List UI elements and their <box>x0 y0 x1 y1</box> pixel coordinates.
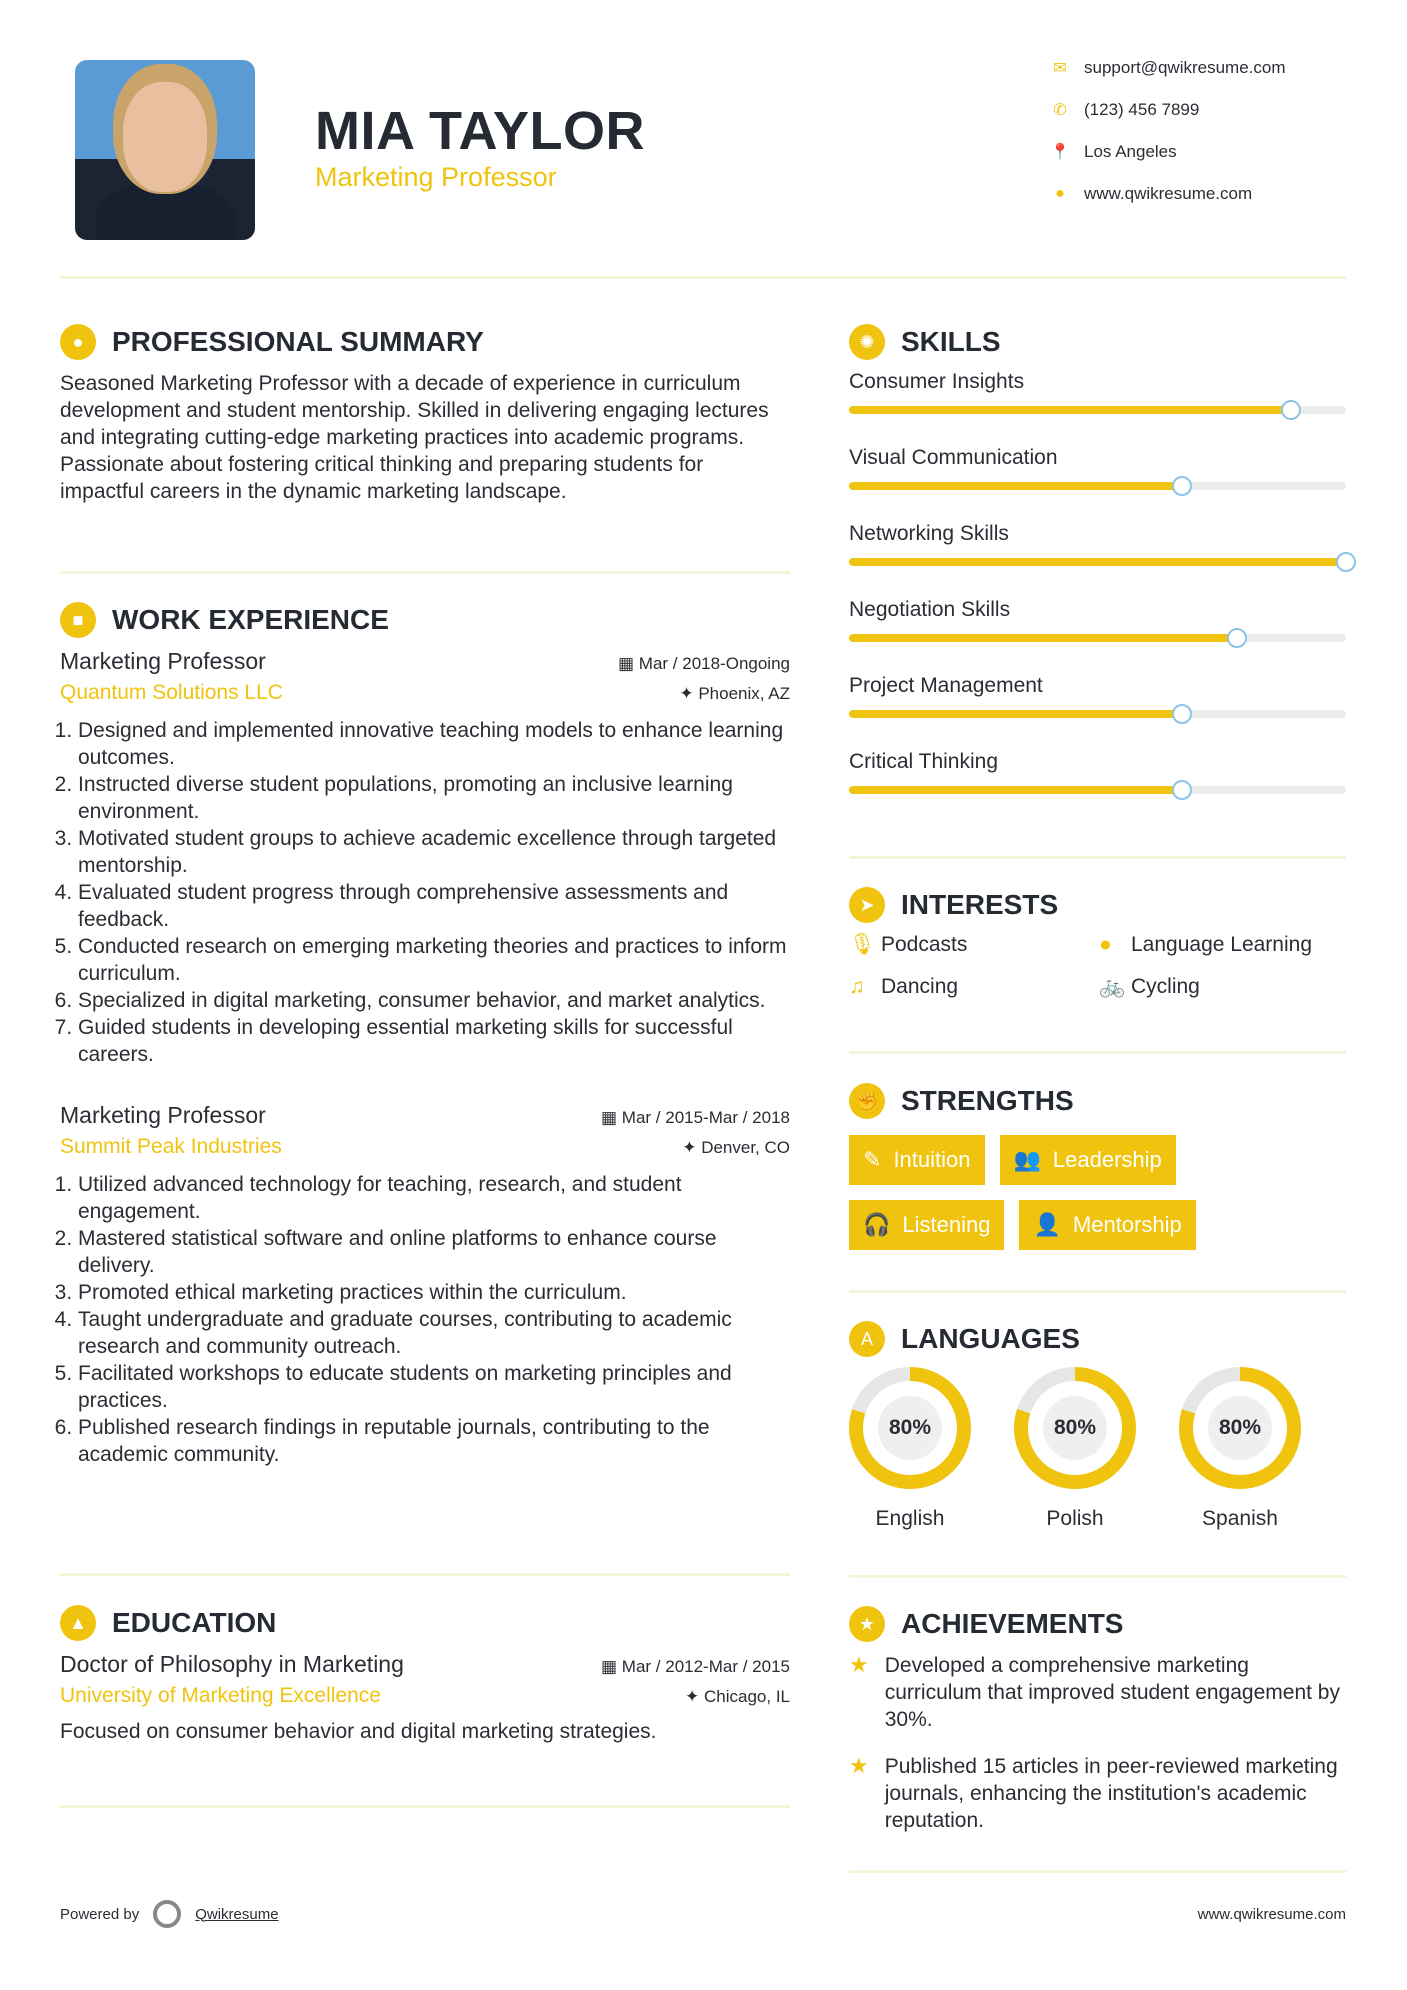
divider <box>849 1870 1346 1873</box>
interest-item <box>849 975 1099 999</box>
language-percent: 80% <box>1208 1396 1272 1460</box>
interest-label: Cycling <box>1131 975 1200 998</box>
section-title: INTERESTS <box>901 889 1059 920</box>
section-title: WORK EXPERIENCE <box>112 604 389 635</box>
location-text: Phoenix, AZ <box>698 684 790 703</box>
achievement-text: Published 15 articles in peer-reviewed marketing journals, enhancing the institution's academic reputation. <box>884 1755 1338 1832</box>
user-icon: ● <box>60 324 96 360</box>
language-donut <box>1179 1367 1301 1489</box>
list-item: 1. Utilized advanced technology for teaching, research, and student engagement. <box>78 1171 790 1225</box>
company-name: Summit Peak Industries <box>60 1135 282 1158</box>
list-item: 7. Guided students in developing essential marketing skills for successful careers. <box>78 1014 790 1068</box>
job-entry <box>60 1102 790 1468</box>
interest-label: Language Learning <box>1131 933 1313 956</box>
headphones-icon: 🎧 <box>863 1212 891 1237</box>
work-section <box>60 600 790 1502</box>
contact-text[interactable]: www.qwikresume.com <box>1084 184 1253 203</box>
qwikresume-logo-icon <box>153 1900 181 1928</box>
summary-text: Seasoned Marketing Professor with a decade of experience in curriculum development and student mentorship. Skilled in delivering engaging lectures and integrating cutting-edge marketing practices into academic programs. Passionate about fostering critical thinking and preparing students for impactful careers in the dynamic marketing landscape. <box>60 372 769 503</box>
header-divider <box>60 276 1346 279</box>
achievement-item <box>849 1753 1346 1834</box>
section-title: STRENGTHS <box>901 1085 1074 1116</box>
skill-bar-fill <box>849 558 1346 566</box>
date-text: Mar / 2018-Ongoing <box>638 654 790 673</box>
interest-label: Podcasts <box>881 933 968 956</box>
interest-item <box>1099 975 1349 999</box>
phone-icon: ✆ <box>1053 102 1067 119</box>
skill-bar-fill <box>849 482 1182 490</box>
candidate-title: Marketing Professor <box>315 162 557 192</box>
language-name: Polish <box>1046 1507 1104 1530</box>
brand-link[interactable]: Qwikresume <box>195 1905 279 1923</box>
school: University of Marketing Excellence <box>60 1684 381 1707</box>
contact-text[interactable]: (123) 456 7899 <box>1084 100 1200 119</box>
skill-bar <box>849 634 1346 642</box>
job-date: ▦ Mar / 2018-Ongoing <box>618 654 790 673</box>
list-item: 6. Specialized in digital marketing, consumer behavior, and market analytics. <box>78 987 790 1014</box>
interest-label: Dancing <box>881 975 959 998</box>
achievement-item <box>849 1652 1346 1733</box>
list-item: 5. Facilitated workshops to educate students on marketing principles and practices. <box>78 1360 790 1414</box>
fist-icon: ✊ <box>849 1083 885 1119</box>
skill-name: Project Management <box>849 674 1043 697</box>
strengths-section <box>849 1081 1346 1250</box>
divider <box>60 571 790 574</box>
group-icon: 👥 <box>1013 1147 1041 1172</box>
powered-by: Powered by <box>60 1905 140 1923</box>
job-location: ✦ Denver, CO <box>682 1138 790 1157</box>
edu-date: ▦ Mar / 2012-Mar / 2015 <box>601 1657 790 1676</box>
candidate-name: MIA TAYLOR <box>315 101 646 161</box>
list-item: 1. Designed and implemented innovative teaching models to enhance learning outcomes. <box>78 717 790 771</box>
skill-knob <box>1281 400 1301 420</box>
languages-section <box>849 1319 1346 1531</box>
star-badge-icon: ★ <box>849 1606 885 1642</box>
globe-icon: ● <box>1099 933 1112 956</box>
job-title: Marketing Professor <box>60 648 266 674</box>
education-section <box>60 1603 790 1745</box>
skill-name: Networking Skills <box>849 522 1009 545</box>
contact-item <box>1050 184 1252 204</box>
job-location: ✦ Phoenix, AZ <box>679 684 790 703</box>
contact-item <box>1050 58 1286 78</box>
language-name: Spanish <box>1202 1507 1278 1530</box>
achievement-text: Developed a comprehensive marketing curriculum that improved student engagement by 30%. <box>884 1654 1340 1731</box>
briefcase-icon: ■ <box>60 602 96 638</box>
divider <box>60 1573 790 1576</box>
language-donut <box>849 1367 971 1489</box>
paper-plane-icon: ➤ <box>849 887 885 923</box>
list-item: 2. Mastered statistical software and online platforms to enhance course delivery. <box>78 1225 790 1279</box>
language-donut <box>1014 1367 1136 1489</box>
section-title: PROFESSIONAL SUMMARY <box>112 326 484 357</box>
language-percent: 80% <box>1043 1396 1107 1460</box>
language-percent: 80% <box>878 1396 942 1460</box>
divider <box>849 856 1346 859</box>
strength-label: Listening <box>902 1212 991 1237</box>
interests-section <box>849 885 1346 999</box>
skill-bar-fill <box>849 406 1291 414</box>
strength-chip <box>849 1135 985 1185</box>
degree: Doctor of Philosophy in Marketing <box>60 1651 404 1677</box>
footer-left <box>60 1900 279 1928</box>
skill-bar <box>849 786 1346 794</box>
summary-section <box>60 322 790 505</box>
footer-url[interactable]: www.qwikresume.com <box>1197 1906 1346 1923</box>
section-title: LANGUAGES <box>901 1323 1080 1354</box>
strength-label: Mentorship <box>1072 1212 1182 1237</box>
skill-bar-fill <box>849 710 1182 718</box>
skill-name: Visual Communication <box>849 446 1058 469</box>
list-item: 5. Conducted research on emerging marketing theories and practices to inform curriculum. <box>78 933 790 987</box>
contact-text[interactable]: Los Angeles <box>1084 142 1177 161</box>
divider <box>849 1051 1346 1054</box>
list-item: 4. Taught undergraduate and graduate courses, contributing to academic research and community outreach. <box>78 1306 790 1360</box>
strength-label: Leadership <box>1052 1147 1162 1172</box>
job-date: ▦ Mar / 2015-Mar / 2018 <box>601 1108 790 1127</box>
strength-chip <box>1019 1200 1195 1250</box>
job-entry <box>60 648 790 1068</box>
list-item: 2. Instructed diverse student populations, promoting an inclusive learning environment. <box>78 771 790 825</box>
language-name: English <box>875 1507 945 1530</box>
envelope-icon: ✉ <box>1053 60 1067 77</box>
language-item <box>1014 1367 1136 1531</box>
skill-knob <box>1172 704 1192 724</box>
list-item: 3. Motivated student groups to achieve academic excellence through targeted mentorship. <box>78 825 790 879</box>
divider <box>849 1575 1346 1578</box>
skill-knob <box>1336 552 1356 572</box>
skill-knob <box>1227 628 1247 648</box>
skills-section <box>849 322 1346 826</box>
graduation-icon: ▲ <box>60 1605 96 1641</box>
magic-wand-icon: ✎ <box>863 1147 882 1172</box>
date-text: Mar / 2015-Mar / 2018 <box>621 1108 790 1127</box>
globe-icon: ● <box>1055 185 1065 202</box>
list-item: 3. Promoted ethical marketing practices within the curriculum. <box>78 1279 790 1306</box>
contact-item <box>1050 142 1177 162</box>
user-plus-icon: 👤 <box>1033 1212 1061 1237</box>
skill-name: Critical Thinking <box>849 750 998 773</box>
strength-chip <box>1000 1135 1176 1185</box>
responsibilities-list <box>60 1171 790 1468</box>
skill-bar <box>849 482 1346 490</box>
skill-name: Consumer Insights <box>849 370 1025 393</box>
star-icon: ★ <box>849 1753 869 1778</box>
skill-bar-fill <box>849 786 1182 794</box>
job-title: Marketing Professor <box>60 1102 266 1128</box>
section-title: EDUCATION <box>112 1607 277 1638</box>
skill-bar-fill <box>849 634 1237 642</box>
strength-chip <box>849 1200 1004 1250</box>
responsibilities-list <box>60 717 790 1068</box>
location-text: Denver, CO <box>701 1138 790 1157</box>
skill-bar <box>849 558 1346 566</box>
language-item <box>1179 1367 1301 1531</box>
skill-name: Negotiation Skills <box>849 598 1011 621</box>
section-title: ACHIEVEMENTS <box>901 1608 1124 1639</box>
translate-icon: A <box>849 1321 885 1357</box>
company-name: Quantum Solutions LLC <box>60 681 283 704</box>
skill-knob <box>1172 780 1192 800</box>
language-item <box>849 1367 971 1531</box>
bicycle-icon: 🚲 <box>1099 975 1126 998</box>
skill-bar <box>849 710 1346 718</box>
strength-label: Intuition <box>893 1147 971 1172</box>
star-icon: ★ <box>849 1652 869 1677</box>
section-title: SKILLS <box>901 326 1001 357</box>
divider <box>60 1805 790 1808</box>
profile-photo <box>75 60 255 240</box>
divider <box>849 1290 1346 1293</box>
microphone-icon: 🎙 <box>849 933 876 956</box>
map-pin-icon: 📍 <box>1050 144 1070 161</box>
edu-location: ✦ Chicago, IL <box>685 1687 790 1706</box>
education-text: Focused on consumer behavior and digital marketing strategies. <box>60 1720 657 1743</box>
list-item: 4. Evaluated student progress through comprehensive assessments and feedback. <box>78 879 790 933</box>
music-icon: ♫ <box>849 975 865 998</box>
lightbulb-icon: ✺ <box>849 324 885 360</box>
list-item: 6. Published research findings in reputable journals, contributing to the academic community. <box>78 1414 790 1468</box>
interest-item <box>849 933 1099 957</box>
interest-item <box>1099 933 1349 957</box>
skill-knob <box>1172 476 1192 496</box>
skill-bar <box>849 406 1346 414</box>
contact-text[interactable]: support@qwikresume.com <box>1084 58 1286 77</box>
contact-item <box>1050 100 1199 120</box>
achievements-section <box>849 1604 1346 1854</box>
